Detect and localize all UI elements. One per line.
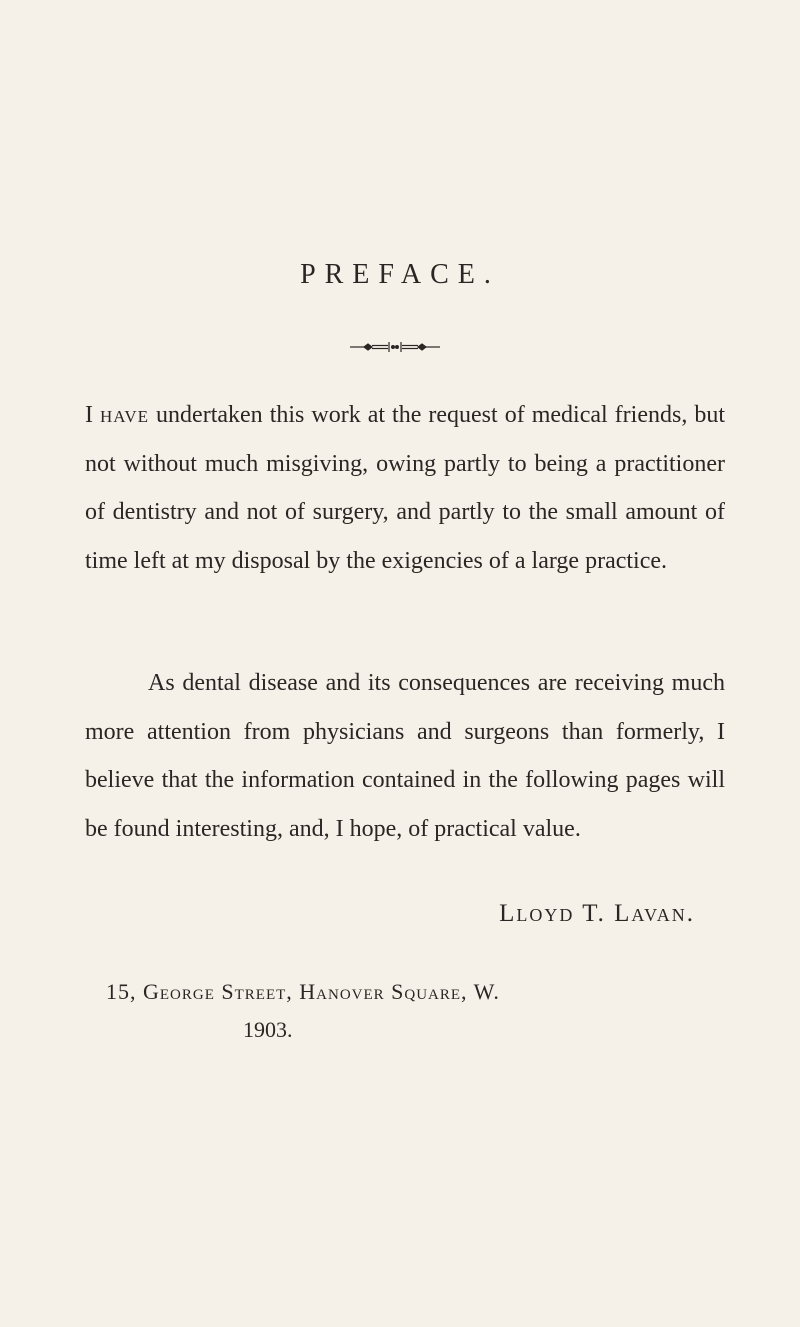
author-address: 15, George Street, Hanover Square, W.	[106, 979, 500, 1004]
page-title: PREFACE.	[300, 259, 500, 290]
preface-paragraph-1	[85, 391, 725, 585]
publication-year: 1903.	[243, 1017, 293, 1042]
paragraph-1-text: undertaken this work at the request of medical friends, but not without much misgiving, owing partly to being a practitioner of dentistry and not of surgery, and partly to the small amount of time left at my disposal by the exigencies of a large practice.	[85, 402, 726, 574]
preface-paragraph-2: As dental disease and its consequences are receiving much more attention from physicians and surgeons than formerly, I believe that the information contained in the following pages will be found interesting, and, I hope, of practical value.	[85, 670, 725, 842]
ornamental-rule-icon	[348, 340, 442, 354]
paragraph-lead-smallcaps: have	[100, 402, 150, 428]
author-signature: Lloyd T. Lavan.	[499, 900, 695, 927]
paragraph-lead-letter: I	[85, 402, 93, 428]
